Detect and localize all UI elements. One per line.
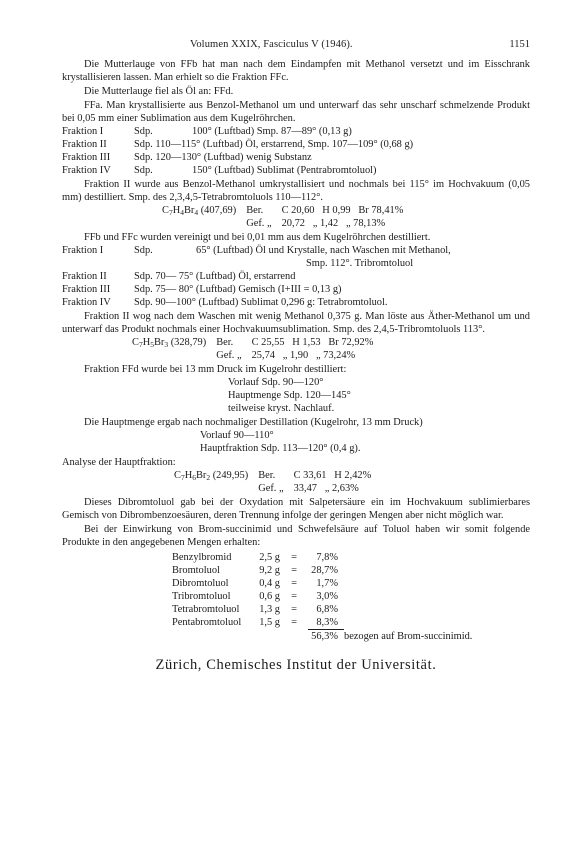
fraction-name: Fraktion IV bbox=[62, 297, 111, 308]
product-percent: 7,8% bbox=[316, 552, 338, 563]
fraction-detail: (Luftbad) Gemisch (I+III = 0,13 g) bbox=[195, 284, 342, 295]
product-name: Tribromtoluol bbox=[172, 591, 231, 602]
table-row: Dibromtoluol 0,4 g = 1,7% bbox=[172, 577, 478, 590]
table-row bbox=[62, 270, 451, 283]
table-row bbox=[62, 283, 451, 296]
fraction-sdp: Sdp. bbox=[134, 245, 153, 256]
analysis-dibromtoluol bbox=[174, 469, 381, 495]
fraction-name: Fraktion IV bbox=[62, 165, 111, 176]
product-percent: 8,3% bbox=[308, 616, 344, 630]
product-grams: 2,5 g bbox=[259, 552, 280, 563]
product-name: Pentabromtoluol bbox=[172, 617, 242, 628]
ber-values: C 33,61 H 2,42% bbox=[293, 470, 372, 481]
table-row bbox=[62, 164, 413, 177]
gef-values: 33,47 „ 2,63% bbox=[293, 483, 359, 494]
document-page bbox=[62, 38, 530, 672]
paragraph-ffd-distillation: Fraktion FFd wurde bei 13 mm Druck im Kugelrohr destilliert: bbox=[84, 364, 347, 375]
paragraph-ffa: FFa. Man krystallisierte aus Benzol-Methanol um und unterwarf das sehr unscharf schmelzende Produkt bei 0,05 mm einer Sublimation aus dem Kugelröhrchen. bbox=[62, 100, 530, 124]
table-row bbox=[132, 336, 383, 349]
paragraph-fraction-ii: Fraktion II wurde aus Benzol-Methanol umkrystallisiert und nochmals bei 115° im Hochvakuum (0,05 mm) destilliert. Smp. des 2,3,4,5-Tetrabromtoluols 110—112°. bbox=[62, 179, 530, 203]
fraction-detail: (Luftbad) Öl, erstarrend, Smp. 107—109° (0,68 g) bbox=[202, 139, 414, 150]
paragraph-ffb-ffc: FFb und FFc wurden vereinigt und bei 0,01 mm aus dem Kugelröhrchen destilliert. bbox=[84, 232, 431, 243]
fraction-detail: 150° (Luftbad) Sublimat (Pentrabromtoluol) bbox=[192, 165, 377, 176]
ffd-line: Hauptmenge Sdp. 120—145° bbox=[228, 390, 351, 401]
table-row: Tribromtoluol 0,6 g = 3,0% bbox=[172, 590, 478, 603]
fraction-name: Fraktion III bbox=[62, 152, 111, 163]
product-percent: 28,7% bbox=[311, 565, 338, 576]
fraction-table-a bbox=[62, 125, 413, 177]
fraction-sdp: Sdp. 70— 75° bbox=[134, 271, 194, 282]
main-line: Vorlauf 90—110° bbox=[200, 430, 274, 441]
page-header bbox=[62, 38, 530, 58]
product-grams: 1,3 g bbox=[259, 604, 280, 615]
formula: $C_7H_6Br_2$ (249,95) bbox=[174, 470, 249, 482]
ber-label: Ber. bbox=[216, 337, 234, 348]
table-row bbox=[62, 125, 413, 138]
product-percent: 3,0% bbox=[316, 591, 338, 602]
table-row: Tetrabromtoluol 1,3 g = 6,8% bbox=[172, 603, 478, 616]
main-lines bbox=[200, 429, 530, 455]
table-row: Benzylbromid 2,5 g = 7,8% bbox=[172, 551, 478, 564]
fraction-name: Fraktion II bbox=[62, 271, 107, 282]
fraction-extra: Smp. 112°. Tribromtoluol bbox=[306, 258, 414, 269]
gef-label: Gef. „ bbox=[216, 350, 242, 361]
fraction-sdp: Sdp. 90—100° bbox=[134, 297, 196, 308]
ber-label: Ber. bbox=[258, 470, 276, 481]
paragraph-einwirkung: Bei der Einwirkung von Brom-succinimid und Schwefelsäure auf Toluol haben wir somit folgende Produkte in den angegebenen Mengen erhalten: bbox=[62, 524, 530, 548]
paragraph-ffd: Die Mutterlauge fiel als Öl an: FFd. bbox=[84, 86, 234, 97]
institution-footer: Zürich, Chemisches Institut der Universität. bbox=[155, 657, 437, 673]
table-row bbox=[132, 349, 383, 362]
table-row bbox=[174, 482, 381, 495]
paragraph-oxydation: Dieses Dibromtoluol gab bei der Oxydation mit Salpetersäure ein im Hochvakuum sublimierbares Gemisch von Dibrombenzoesäuren, deren Trennung infolge der geringen Mengen aber nicht möglich war. bbox=[62, 497, 530, 521]
ffd-lines bbox=[228, 376, 530, 415]
ffd-line: teilweise kryst. Nachlauf. bbox=[228, 403, 335, 414]
formula: $C_7H_4Br_4$ (407,69) bbox=[162, 205, 237, 217]
product-grams: 1,5 g bbox=[259, 617, 280, 628]
fraction-name: Fraktion II bbox=[62, 139, 107, 150]
product-name: Tetrabromtoluol bbox=[172, 604, 240, 615]
table-row bbox=[62, 151, 413, 164]
fraction-detail: (Luftbad) Öl, erstarrend bbox=[195, 271, 296, 282]
fraction-sdp: Sdp. bbox=[134, 165, 153, 176]
paragraph-hauptmenge: Die Hauptmenge ergab nach nochmaliger Destillation (Kugelrohr, 13 mm Druck) bbox=[84, 417, 423, 428]
total-text: bezogen auf Brom-succinimid. bbox=[344, 630, 473, 642]
ffd-line: Vorlauf Sdp. 90—120° bbox=[228, 377, 324, 388]
table-row bbox=[174, 469, 381, 482]
fraction-sdp: Sdp. 120—130° bbox=[134, 152, 202, 163]
ber-label: Ber. bbox=[246, 205, 264, 216]
ber-values: C 25,55 H 1,53 Br 72,92% bbox=[251, 337, 374, 348]
main-line: Hauptfraktion Sdp. 113—120° (0,4 g). bbox=[200, 443, 361, 454]
fraction-name: Fraktion I bbox=[62, 245, 104, 256]
fraction-name: Fraktion III bbox=[62, 284, 111, 295]
total-percent: 56,3% bbox=[311, 631, 338, 642]
table-row bbox=[162, 204, 413, 217]
table-row bbox=[62, 296, 451, 309]
fraction-detail: 100° (Luftbad) Smp. 87—89° (0,13 g) bbox=[192, 126, 352, 137]
paragraph-tribromtoluol: Fraktion II wog nach dem Waschen mit wenig Methanol 0,375 g. Man löste aus Äther-Methanol um und unterwarf das Produkt nochmals einer Hochvakuumsublimation. Smp. des 2,4,5-Tribromtoluols 113°. bbox=[62, 311, 530, 335]
analysis-tribromtoluol bbox=[132, 336, 383, 362]
formula: $C_7H_5Br_3$ (328,79) bbox=[132, 337, 207, 349]
fraction-detail: 65° (Luftbad) Öl und Krystalle, nach Waschen mit Methanol, bbox=[196, 245, 451, 256]
table-row bbox=[162, 217, 413, 230]
table-row: Bromtoluol 9,2 g = 28,7% bbox=[172, 564, 478, 577]
product-name: Bromtoluol bbox=[172, 565, 220, 576]
paragraph-ffc: Die Mutterlauge von FFb hat man nach dem Eindampfen mit Methanol versetzt und im Eisschrank krystallisieren lassen. Man erhielt so die Fraktion FFc. bbox=[62, 59, 530, 83]
paragraph-analyse: Analyse der Hauptfraktion: bbox=[62, 457, 176, 468]
table-row bbox=[62, 138, 413, 151]
table-row: Pentabromtoluol 1,5 g = 8,3% bbox=[172, 616, 478, 630]
page-number: 1151 bbox=[509, 39, 530, 50]
product-grams: 0,4 g bbox=[259, 578, 280, 589]
fraction-detail: (Luftbad) Sublimat 0,296 g: Tetrabromtoluol. bbox=[198, 297, 388, 308]
gef-values: 25,74 „ 1,90 „ 73,24% bbox=[251, 350, 356, 361]
yield-table bbox=[172, 551, 478, 643]
fraction-name: Fraktion I bbox=[62, 126, 104, 137]
gef-label: Gef. „ bbox=[258, 483, 284, 494]
fraction-sdp: Sdp. 110—115° bbox=[134, 139, 201, 150]
analysis-tetrabromtoluol bbox=[162, 204, 413, 230]
fraction-sdp: Sdp. bbox=[134, 126, 153, 137]
product-name: Dibromtoluol bbox=[172, 578, 229, 589]
product-percent: 6,8% bbox=[316, 604, 338, 615]
gef-label: Gef. „ bbox=[246, 218, 272, 229]
product-grams: 9,2 g bbox=[259, 565, 280, 576]
table-row-total bbox=[172, 630, 478, 644]
fraction-sdp: Sdp. 75— 80° bbox=[134, 284, 194, 295]
gef-values: 20,72 „ 1,42 „ 78,13% bbox=[281, 218, 386, 229]
product-name: Benzylbromid bbox=[172, 552, 232, 563]
ber-values: C 20,60 H 0,99 Br 78,41% bbox=[281, 205, 404, 216]
table-row bbox=[62, 244, 451, 257]
fraction-table-b bbox=[62, 244, 451, 309]
fraction-detail: (Luftbad) wenig Substanz bbox=[203, 152, 312, 163]
product-percent: 1,7% bbox=[316, 578, 338, 589]
product-grams: 0,6 g bbox=[259, 591, 280, 602]
table-row bbox=[62, 257, 451, 270]
running-title: Volumen XXIX, Fasciculus V (1946). bbox=[190, 39, 353, 50]
